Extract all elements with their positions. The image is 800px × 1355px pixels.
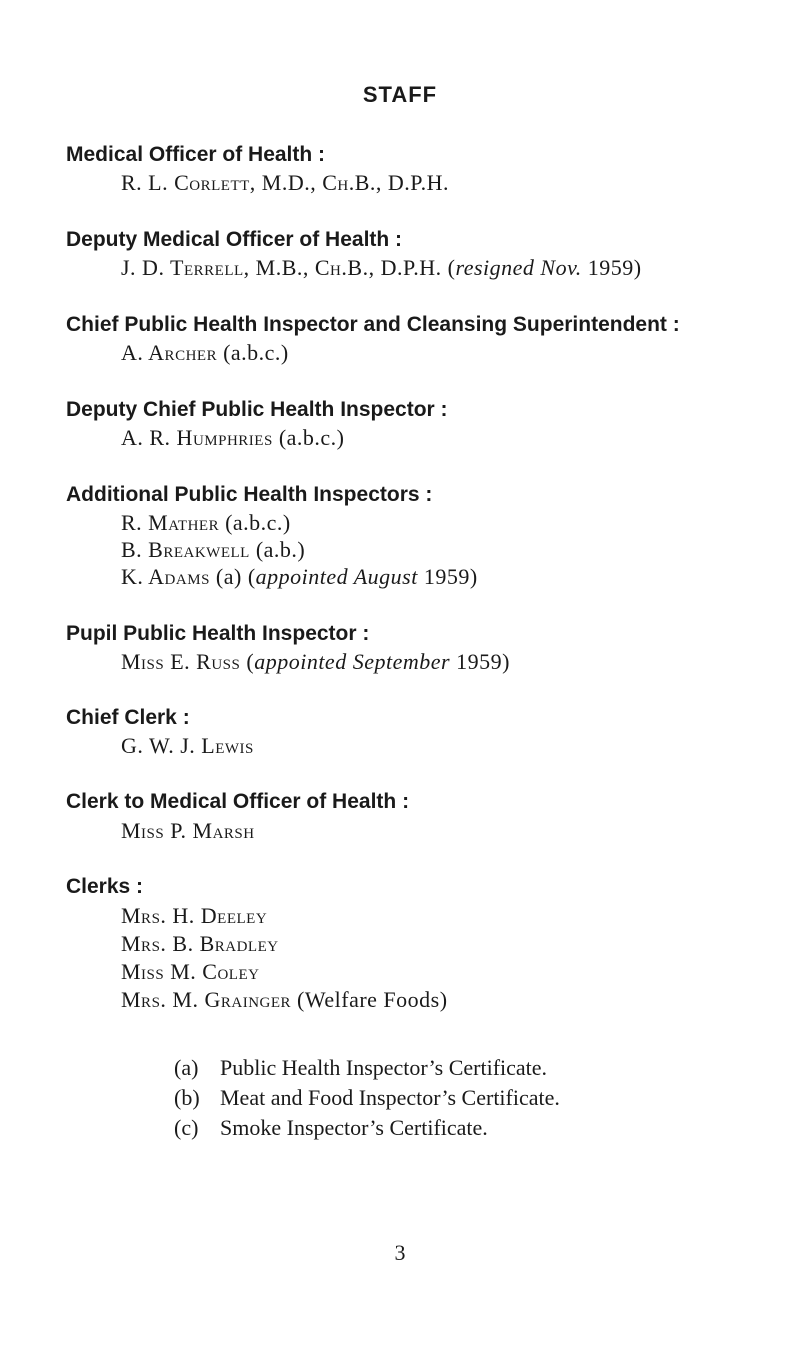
role-heading: Chief Public Health Inspector and Cleansing Superintendent : [66,313,680,336]
staff-name: R. Mather (a.b.c.) [121,510,291,535]
role-heading: Pupil Public Health Inspector : [66,622,370,645]
footnote: (c) Smoke Inspector’s Certificate. [174,1115,488,1140]
staff-name: Miss E. Russ (appointed September 1959) [121,649,510,674]
staff-name: Miss P. Marsh [121,818,255,843]
staff-name: Miss M. Coley [121,959,260,984]
staff-name: A. Archer (a.b.c.) [121,340,289,365]
staff-name: Mrs. B. Bradley [121,931,279,956]
staff-name: G. W. J. Lewis [121,733,254,758]
staff-name: B. Breakwell (a.b.) [121,537,306,562]
role-heading: Deputy Chief Public Health Inspector : [66,398,448,421]
role-heading: Deputy Medical Officer of Health : [66,228,403,251]
page-number: 3 [394,1240,406,1265]
staff-name: K. Adams (a) (appointed August 1959) [121,564,478,589]
footnote: (a) Public Health Inspector’s Certificate. [174,1055,548,1080]
role-heading: Additional Public Health Inspectors : [66,483,433,506]
role-heading: Chief Clerk : [66,706,190,729]
staff-name: J. D. Terrell, M.B., Ch.B., D.P.H. (resigned Nov. 1959) [121,255,642,280]
role-heading: Medical Officer of Health : [66,143,326,166]
role-heading: Clerks : [66,875,144,898]
staff-name: R. L. Corlett, M.D., Ch.B., D.P.H. [121,170,449,195]
staff-name: Mrs. M. Grainger (Welfare Foods) [121,987,448,1012]
staff-name: Mrs. H. Deeley [121,903,268,928]
staff-name: A. R. Humphries (a.b.c.) [121,425,345,450]
footnote: (b) Meat and Food Inspector’s Certificate. [174,1085,560,1110]
page-title: STAFF [362,82,438,107]
role-heading: Clerk to Medical Officer of Health : [66,790,410,813]
